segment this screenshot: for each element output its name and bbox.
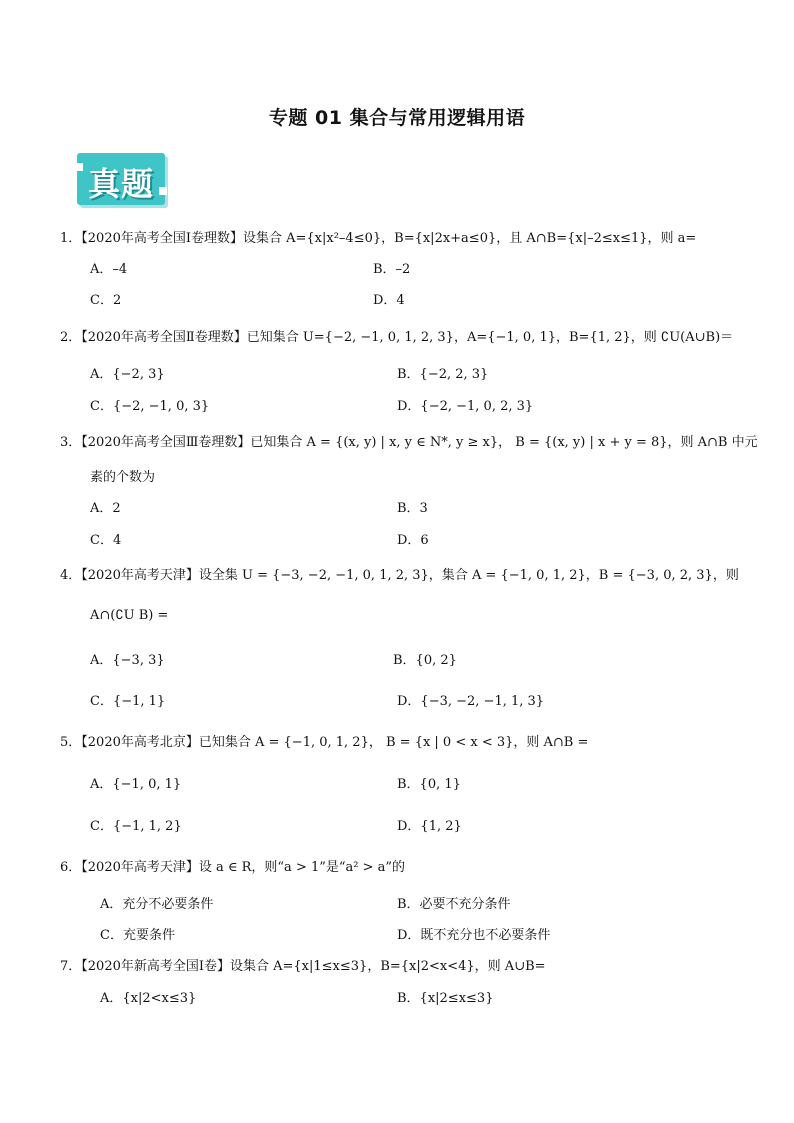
question-4-stem: 4．【2020年高考天津】设全集 U = {−3, −2, −1, 0, 1, 2, 3}，集合 A = {−1, 0, 1, 2}，B = {−3, 0, 2, 3}，则 bbox=[60, 568, 739, 583]
badge-label: 真题 bbox=[87, 165, 154, 203]
zhenti-badge bbox=[77, 153, 165, 205]
question-3-option-a: A．2 bbox=[90, 501, 121, 516]
question-4-option-c: C．{−1, 1} bbox=[90, 694, 166, 709]
question-1-option-a: A．–4 bbox=[90, 262, 128, 277]
question-2-option-b: B．{−2, 2, 3} bbox=[397, 367, 489, 382]
question-2-option-c: C．{−2, −1, 0, 3} bbox=[90, 399, 210, 414]
question-4-option-a: A．{−3, 3} bbox=[90, 653, 165, 668]
question-6-stem: 6．【2020年高考天津】设 a ∈ R，则“a > 1”是“a² > a”的 bbox=[60, 860, 406, 875]
question-2-stem: 2．【2020年高考全国Ⅱ卷理数】已知集合 U={−2, −1, 0, 1, 2, 3}，A={−1, 0, 1}，B={1, 2}，则 ∁U(A∪B)＝ bbox=[60, 330, 734, 345]
question-7-stem: 7．【2020年新高考全国Ⅰ卷】设集合 A={x|1≤x≤3}，B={x|2<x<4}，则 A∪B= bbox=[60, 959, 546, 974]
question-7-option-b: B．{x|2≤x≤3} bbox=[397, 991, 494, 1006]
question-6-option-c: C．充要条件 bbox=[100, 928, 175, 943]
question-1-option-c: C．2 bbox=[90, 293, 122, 308]
question-5-option-c: C．{−1, 1, 2} bbox=[90, 819, 182, 834]
question-6-option-a: A．充分不必要条件 bbox=[100, 897, 214, 912]
question-5-stem: 5．【2020年高考北京】已知集合 A = {−1, 0, 1, 2}， B = {x | 0 < x < 3}，则 A∩B = bbox=[60, 735, 589, 750]
question-2-option-d: D．{−2, −1, 0, 2, 3} bbox=[397, 399, 534, 414]
question-5-option-d: D．{1, 2} bbox=[397, 819, 462, 834]
question-6-option-d: D．既不充分也不必要条件 bbox=[397, 928, 551, 943]
question-1-option-d: D．4 bbox=[373, 293, 405, 308]
page-title: 专题 01 集合与常用逻辑用语 bbox=[268, 107, 526, 129]
question-4-option-b: B．{0, 2} bbox=[393, 653, 457, 668]
question-3-stem: 3．【2020年高考全国Ⅲ卷理数】已知集合 A = {(x, y) | x, y ∈ N*, y ≥ x}， B = {(x, y) | x + y = 8}，则 A∩B 中元 bbox=[60, 435, 758, 450]
question-2-option-a: A．{−2, 3} bbox=[90, 367, 165, 382]
question-5-option-b: B．{0, 1} bbox=[397, 777, 461, 792]
question-7-option-a: A．{x|2<x≤3} bbox=[100, 991, 197, 1006]
question-3-option-c: C．4 bbox=[90, 533, 122, 548]
question-5-option-a: A．{−1, 0, 1} bbox=[90, 777, 182, 792]
question-3-option-d: D．6 bbox=[397, 533, 429, 548]
question-4-stem-continued: A∩(∁U B) = bbox=[90, 608, 169, 623]
question-3-stem-continued: 素的个数为 bbox=[90, 470, 156, 485]
question-6-option-b: B．必要不充分条件 bbox=[397, 897, 511, 912]
question-3-option-b: B．3 bbox=[397, 501, 428, 516]
question-1-option-b: B．–2 bbox=[373, 262, 411, 277]
question-1-stem: 1．【2020年高考全国Ⅰ卷理数】设集合 A={x|x²–4≤0}，B={x|2x+a≤0}，且 A∩B={x|–2≤x≤1}，则 a= bbox=[60, 231, 697, 246]
question-4-option-d: D．{−3, −2, −1, 1, 3} bbox=[397, 694, 545, 709]
